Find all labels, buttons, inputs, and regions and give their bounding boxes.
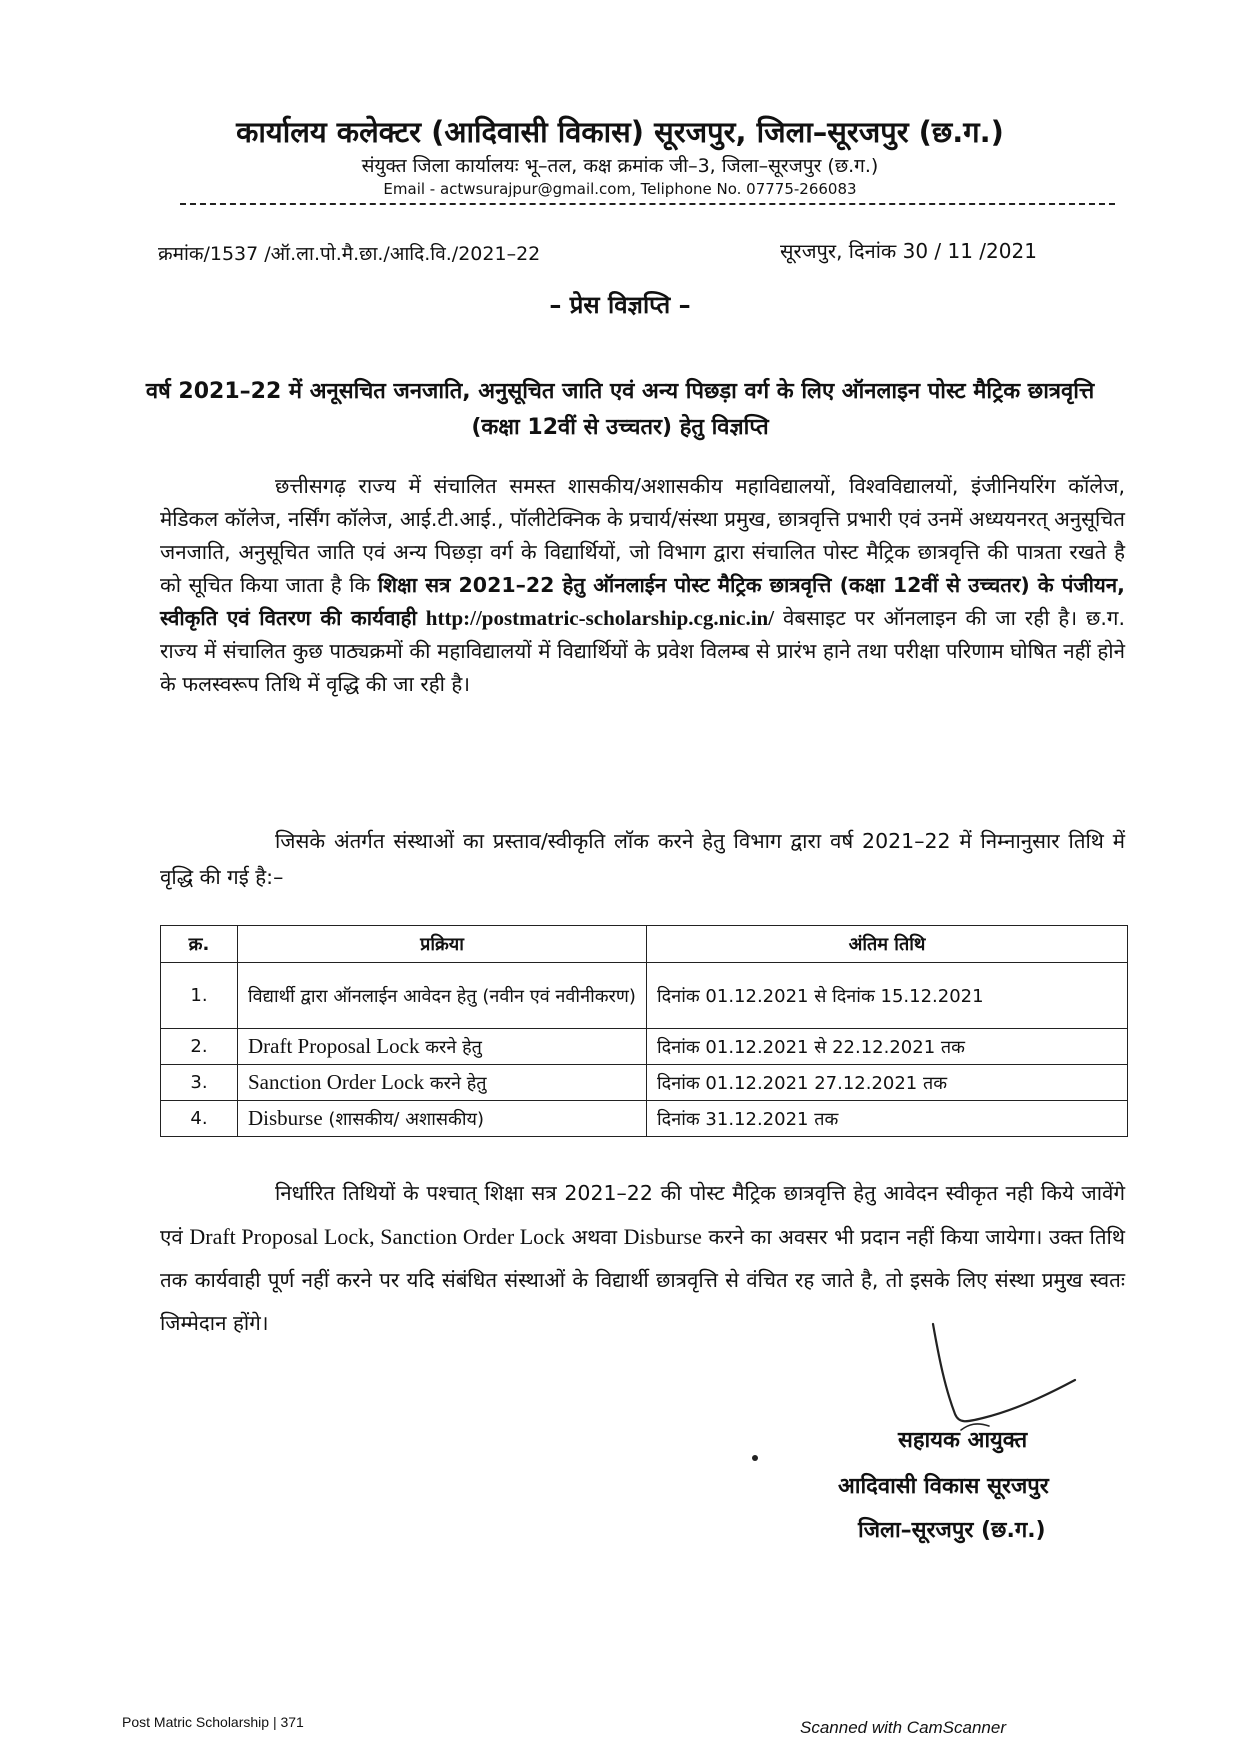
paragraph-1-text-2: वेबसाइट पर ऑनलाइन की जा रही है। छ.ग. राज्य में संचालित कुछ पाठ्यक्रमों की महाविद्यालयों में विद्यार्थियों के प्रवेश विलम्ब से प्रारंभ हाने तथा परीक्षा परिणाम घोषित नहीं होने के फलस्वरूप तिथि में वृद्धि की जा रही है। [160,606,1125,696]
paragraph-2: जिसके अंतर्गत संस्थाओं का प्रस्ताव/स्वीकृति लॉक करने हेतु विभाग द्वारा वर्ष 2021–22 में निम्नानुसार तिथि में वृद्धि की गई है:– [160,829,1125,889]
signatory-district: जिला–सूरजपुर (छ.ग.) [858,1518,1046,1543]
row-date: दिनांक 01.12.2021 से 22.12.2021 तक [647,1029,1128,1065]
row-serial: 4. [161,1101,238,1137]
paragraph-3-text-2: अथवा [571,1225,618,1249]
row-date: दिनांक 01.12.2021 से दिनांक 15.12.2021 [647,963,1128,1029]
header-serial: क्र. [161,926,238,963]
header-divider [180,203,1115,205]
header-last-date: अंतिम तिथि [647,926,1128,963]
signatory-designation: सहायक आयुक्त [898,1428,1028,1453]
row-process-hi: (शासकीय/ अशासकीय) [322,1109,484,1130]
row-process-hi: करने हेतु [419,1037,482,1058]
row-process-hi: करने हेतु [424,1073,487,1094]
paragraph-1 [160,470,1125,701]
page-footer: Post Matric Scholarship | 371 [122,1714,304,1730]
paragraph-3-text-3: करने का अवसर भी प्रदान नहीं किया जायेगा। उक्त तिथि तक कार्यवाही पूर्ण नहीं करने पर यदि संबंधित संस्थाओं के विद्यार्थी छात्रवृत्ति से वंचित रह जाते है, तो इसके लिए संस्था प्रमुख स्वतः जिम्मेदान होंगे। [160,1225,1125,1335]
row-serial: 1. [161,963,238,1029]
paragraph-3-en-2: Disburse [623,1224,702,1249]
table-row [161,1065,1128,1101]
subject-line: वर्ष 2021–22 में अनूसचित जनजाति, अनुसूचित जाति एवं अन्य पिछड़ा वर्ग के लिए ऑनलाइन पोस्ट मैट्रिक छात्रवृत्ति (कक्षा 12वीं से उच्चतर) हेतु विज्ञप्ति [145,379,1095,440]
row-process: विद्यार्थी द्वारा ऑनलाईन आवेदन हेतु (नवीन एवं नवीनीकरण) [238,963,647,1029]
office-contact: Email - actwsurajpur@gmail.com, Teliphone No. 07775-266083 [383,180,857,198]
schedule-table [160,925,1128,1137]
table-header-row [161,926,1128,963]
row-process-en: Sanction Order Lock [248,1070,425,1094]
header-process: प्रक्रिया [238,926,647,963]
row-serial: 2. [161,1029,238,1065]
paragraph-3-text: निर्धारित तिथियों के पश्चात् शिक्षा सत्र 2021–22 की पोस्ट मैट्रिक छात्रवृत्ति हेतु आवेदन स्वीकृत नही किये जावेंगे एवं [160,1181,1125,1249]
paragraph-1-text: छत्तीसगढ़ राज्य में संचालित समस्त शासकीय/अशासकीय महाविद्यालयों, विश्वविद्यालयों, इंजीनियरिंग कॉलेज, मेडिकल कॉलेज, नर्सिंग कॉलेज, आई.टी.आई., पॉलीटेक्निक के प्रचार्य/संस्था प्रमुख, छात्रवृत्ति प्रभारी एवं उनमें अध्ययनरत् अनुसूचित जनजाति, अनुसूचित जाति एवं अन्य पिछड़ा वर्ग के विद्यार्थियों, जो विभाग द्वारा संचालित पोस्ट मैट्रिक छात्रवृत्ति की पात्रता रखते है को सूचित किया जाता है कि [160,474,1126,597]
paragraph-1-bold: शिक्षा सत्र 2021–22 हेतु ऑनलाईन पोस्ट मैट्रिक छात्रवृत्ति (कक्षा 12वीं से उच्चतर) के पंजीयन, स्वीकृति एवं वितरण की कार्यवाही [160,573,1125,630]
row-date: दिनांक 01.12.2021 27.12.2021 तक [647,1065,1128,1101]
scanner-watermark: Scanned with CamScanner [800,1718,1007,1737]
paragraph-3-en: Draft Proposal Lock, Sanction Order Lock [189,1224,565,1249]
table-row [161,1029,1128,1065]
row-process-en: Draft Proposal Lock [248,1034,420,1058]
signature-scribble-icon [925,1318,1085,1438]
press-release-title: – प्रेस विज्ञप्ति – [549,291,691,319]
ink-dot [752,1455,758,1461]
scholarship-url: http://postmatric-scholarship.cg.nic.in/ [425,606,775,630]
row-serial: 3. [161,1065,238,1101]
office-address: संयुक्त जिला कार्यालयः भू–तल, कक्ष क्रमांक जी–3, जिला–सूरजपुर (छ.ग.) [361,155,879,177]
office-title: कार्यालय कलेक्टर (आदिवासी विकास) सूरजपुर, जिला–सूरजपुर (छ.ग.) [236,115,1004,149]
reference-date: सूरजपुर, दिनांक 30 / 11 /2021 [780,239,1037,263]
reference-number: क्रमांक/1537 /ऑ.ला.पो.मै.छा./आदि.वि./2021–22 [158,243,541,265]
row-process [238,1065,647,1101]
signatory-department: आदिवासी विकास सूरजपुर [838,1474,1049,1499]
row-process [238,1029,647,1065]
table-row [161,963,1128,1029]
row-date: दिनांक 31.12.2021 तक [647,1101,1128,1137]
row-process-en: Disburse [248,1106,323,1130]
row-process [238,1101,647,1137]
table-row [161,1101,1128,1137]
